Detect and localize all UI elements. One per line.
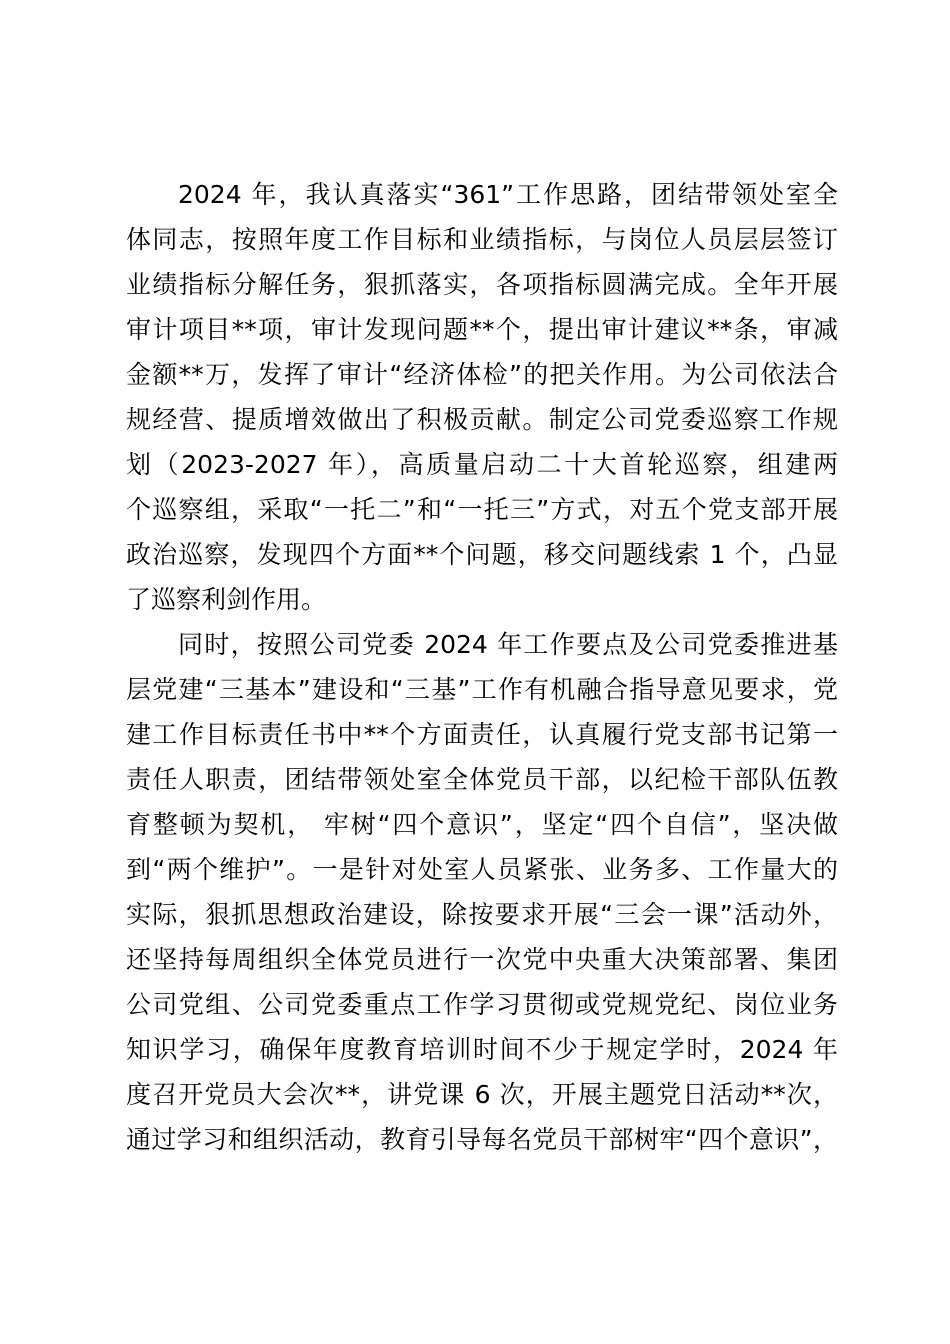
text-line: 通过学习和组织活动，教育引导每名党员干部树牢“四个意识”， (126, 1125, 838, 1154)
text-line: 体同志，按照年度工作目标和业绩指标，与岗位人员层层签订 (126, 225, 838, 254)
text-line: 划（2023-2027 年），高质量启动二十大首轮巡察，组建两 (126, 450, 838, 479)
text-line: 了巡察利剑作用。 (126, 585, 327, 614)
text-line: 实际，狠抓思想政治建设，除按要求开展“三会一课”活动外， (126, 900, 838, 929)
text-line: 公司党组、公司党委重点工作学习贯彻或党规党纪、岗位业务 (126, 990, 838, 1019)
text-line: 责任人职责，团结带领处室全体党员干部，以纪检干部队伍教 (126, 765, 838, 794)
text-line: 个巡察组，采取“一托二”和“一托三”方式，对五个党支部开展 (126, 495, 838, 524)
text-line: 政治巡察，发现四个方面**个问题，移交问题线索 1 个，凸显 (126, 540, 838, 569)
text-line: 同时，按照公司党委 2024 年工作要点及公司党委推进基 (178, 630, 838, 659)
text-line: 审计项目**项，审计发现问题**个，提出审计建议**条，审减 (126, 315, 838, 344)
text-line: 度召开党员大会次**，讲党课 6 次，开展主题党日活动**次， (126, 1080, 838, 1109)
paragraph-1 (126, 172, 838, 622)
text-line: 到“两个维护”。一是针对处室人员紧张、业务多、工作量大的 (126, 855, 838, 884)
text-line: 层党建“三基本”建设和“三基”工作有机融合指导意见要求，党 (126, 675, 838, 704)
text-line: 建工作目标责任书中**个方面责任，认真履行党支部书记第一 (126, 720, 838, 749)
text-line: 金额**万，发挥了审计“经济体检”的把关作用。为公司依法合 (126, 360, 838, 389)
text-line: 还坚持每周组织全体党员进行一次党中央重大决策部署、集团 (126, 945, 838, 974)
text-line: 2024 年，我认真落实“361”工作思路，团结带领处室全 (178, 180, 838, 209)
document-body (126, 172, 838, 1162)
text-line: 业绩指标分解任务，狠抓落实，各项指标圆满完成。全年开展 (126, 270, 838, 299)
text-line: 知识学习，确保年度教育培训时间不少于规定学时，2024 年 (126, 1035, 838, 1064)
paragraph-2 (126, 622, 838, 1162)
text-line: 规经营、提质增效做出了积极贡献。制定公司党委巡察工作规 (126, 405, 838, 434)
text-line: 育整顿为契机， 牢树“四个意识”，坚定“四个自信”，坚决做 (126, 810, 838, 839)
